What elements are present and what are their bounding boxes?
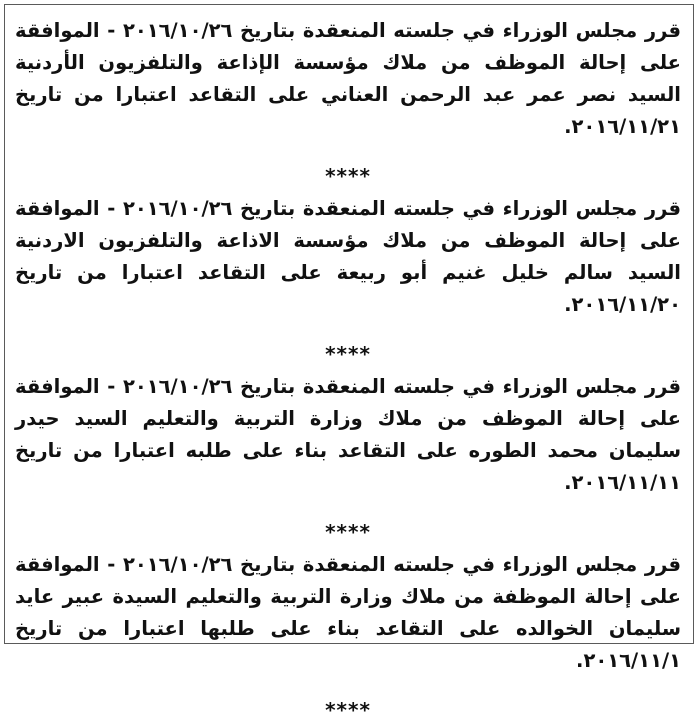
notice-1: قرر مجلس الوزراء في جلسته المنعقدة بتاريخ ٢٠١٦/١٠/٢٦ - الموافقة على إحالة الموظف من ملاك مؤسسة الإذاعة والتلفزيون الأردنية السيد نصر عمر عبد الرحمن العناني على التقاعد اعتبارا من تاريخ ٢٠١٦/١١/٢١.	[15, 19, 681, 138]
notice-3: قرر مجلس الوزراء في جلسته المنعقدة بتاريخ ٢٠١٦/١٠/٢٦ - الموافقة على إحالة الموظف من ملاك وزارة التربية والتعليم السيد حيدر سليمان محمد الطوره على التقاعد بناء على طلبه اعتبارا من تاريخ ٢٠١٦/١١/١١.	[15, 375, 681, 494]
document-page	[4, 4, 694, 722]
separator-3: ****	[325, 520, 371, 544]
notice-2: قرر مجلس الوزراء في جلسته المنعقدة بتاريخ ٢٠١٦/١٠/٢٦ - الموافقة على إحالة الموظف من ملاك مؤسسة الاذاعة والتلفزيون الاردنية السيد سالم خليل غنيم أبو ربيعة على التقاعد اعتبارا من تاريخ ٢٠١٦/١١/٢٠.	[15, 197, 681, 316]
separator-2: ****	[325, 342, 371, 366]
separator-1: ****	[325, 164, 371, 188]
separator-4: ****	[325, 698, 371, 722]
document-content	[15, 15, 681, 727]
notice-4: قرر مجلس الوزراء في جلسته المنعقدة بتاريخ ٢٠١٦/١٠/٢٦ - الموافقة على إحالة الموظفة من ملاك وزارة التربية والتعليم السيدة عبير عايد سليمان الخوالده على التقاعد بناء على طلبها اعتبارا من تاريخ ٢٠١٦/١١/١.	[15, 553, 681, 672]
